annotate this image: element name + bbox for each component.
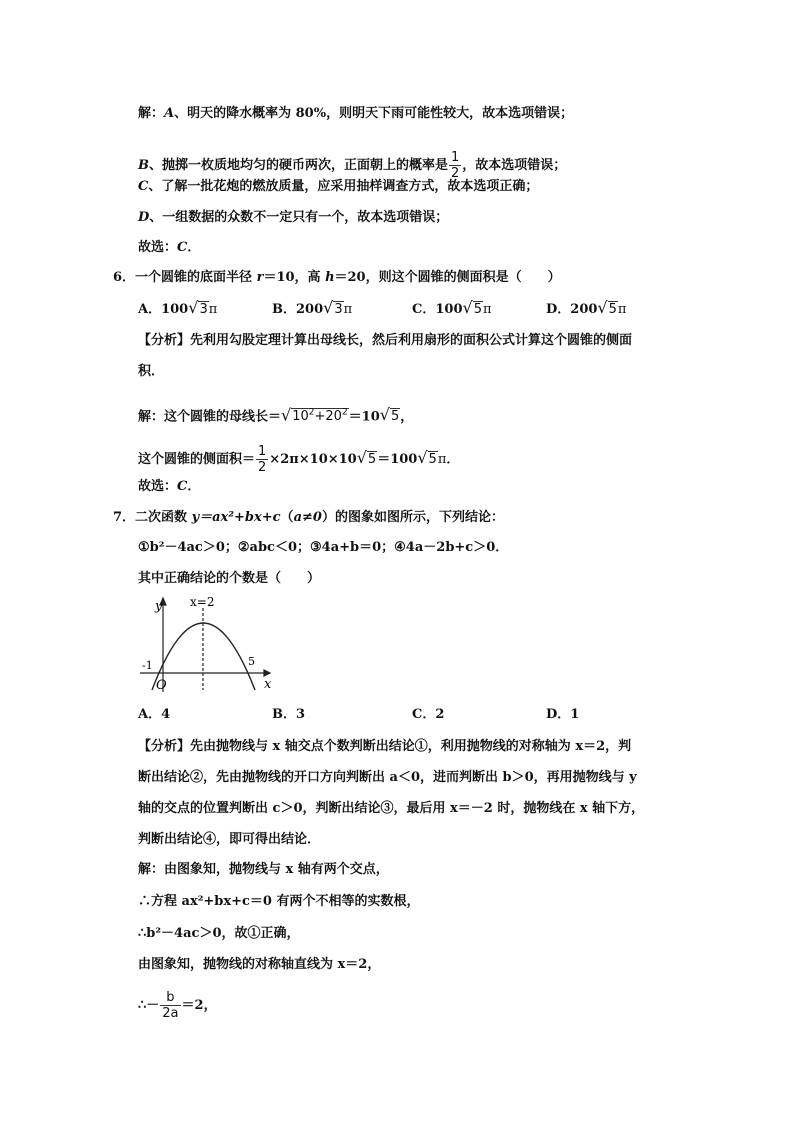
q5-solution-a: 解：A、明天的降水概率为 80%，则明天下雨可能性较大，故本选项错误； <box>138 106 574 121</box>
q5-solution-c: C、了解一批花炮的燃放质量，应采用抽样调查方式，故本选项正确； <box>138 179 539 194</box>
q7-conclusions: ①b²－4ac＞0；②abc＜0；③4a+b＝0；④4a－2b+c＞0． <box>138 540 509 555</box>
q6-solution-line-1: 解：这个圆锥的母线长$=√10^2+20^2=10√5$， <box>138 405 414 425</box>
q6-analysis-line-1: 【分析】先利用勾股定理计算出母线长，然后利用扇形的面积公式计算这个圆锥的侧面 <box>138 333 633 348</box>
q7-analysis-line-4: 判断出结论④，即可得出结论． <box>138 832 321 847</box>
q6-answer: 故选：C． <box>138 479 201 494</box>
q7-analysis-line-1: 【分析】先由抛物线与 x 轴交点个数判断出结论①，利用抛物线的对称轴为 x＝2，判 <box>138 739 632 754</box>
symmetry-label: x=2 <box>190 595 215 609</box>
q6-analysis-line-2: 积． <box>138 364 165 379</box>
q6-option-a: A．100√3π <box>138 298 218 317</box>
q7-solution-line-3: ∴b²－4ac＞0，故①正确， <box>138 926 300 941</box>
q7-option-b: B．3 <box>272 707 306 722</box>
q7-option-c: C．2 <box>412 707 445 722</box>
q7-solution-line-5: ∴－ $\frac{b}{2a}$ ＝2， <box>138 990 217 1021</box>
q7-option-a: A．4 <box>138 707 171 722</box>
q7-question: 其中正确结论的个数是（ ） <box>138 571 321 586</box>
q7-stem: 7．二次函数 y＝ax²+bx+c（a≠0）的图象如图所示，下列结论： <box>113 510 504 525</box>
right-root-label: 5 <box>248 655 255 668</box>
parabola-graph <box>138 594 278 694</box>
x-axis-arrow-icon <box>264 670 270 676</box>
q6-option-d: D．200√5π <box>546 298 627 317</box>
q6-solution-line-2: 这个圆锥的侧面积＝ $\frac{1}{2}$ ×2π×10×10√5＝100√5π． <box>138 444 460 475</box>
q6-option-c: C．100√5π <box>412 298 492 317</box>
q7-option-d: D．1 <box>546 707 580 722</box>
q7-analysis-line-3: 轴的交点的位置判断出 c＞0，判断出结论③，最后用 x＝－2 时，抛物线在 x 轴下方， <box>138 801 645 816</box>
q5-solution-d: D、一组数据的众数不一定只有一个，故本选项错误； <box>138 210 449 225</box>
y-axis-label: y <box>155 599 163 614</box>
q5-solution-b: B、抛掷一枚质地均匀的硬币两次，正面朝上的概率是 $\frac{1}{2}$ ，故本选项错误； <box>138 150 567 181</box>
q7-analysis-line-2: 断出结论②，先由抛物线的开口方向判断出 a＜0，进而判断出 b＞0，再用抛物线与 y <box>138 770 637 785</box>
q6-option-b: B．200√3π <box>272 298 353 317</box>
fraction: $\frac{b}{2a}$ <box>162 990 179 1021</box>
fraction: $\frac{1}{2}$ <box>451 150 460 181</box>
q7-solution-line-2: ∴方程 ax²+bx+c＝0 有两个不相等的实数根， <box>138 894 420 909</box>
q7-solution-line-4: 由图象知，抛物线的对称轴直线为 x＝2， <box>138 957 381 972</box>
q7-solution-line-1: 解：由图象知，抛物线与 x 轴有两个交点， <box>138 862 389 877</box>
q6-stem: 6．一个圆锥的底面半径 r＝10，高 h＝20，则这个圆锥的侧面积是（ ） <box>113 270 561 285</box>
left-root-label: -1 <box>142 659 153 672</box>
x-axis-label: x <box>264 677 272 692</box>
origin-label: O <box>156 678 167 693</box>
fraction: $\frac{1}{2}$ <box>258 444 267 475</box>
q5-answer: 故选：C． <box>138 240 201 255</box>
